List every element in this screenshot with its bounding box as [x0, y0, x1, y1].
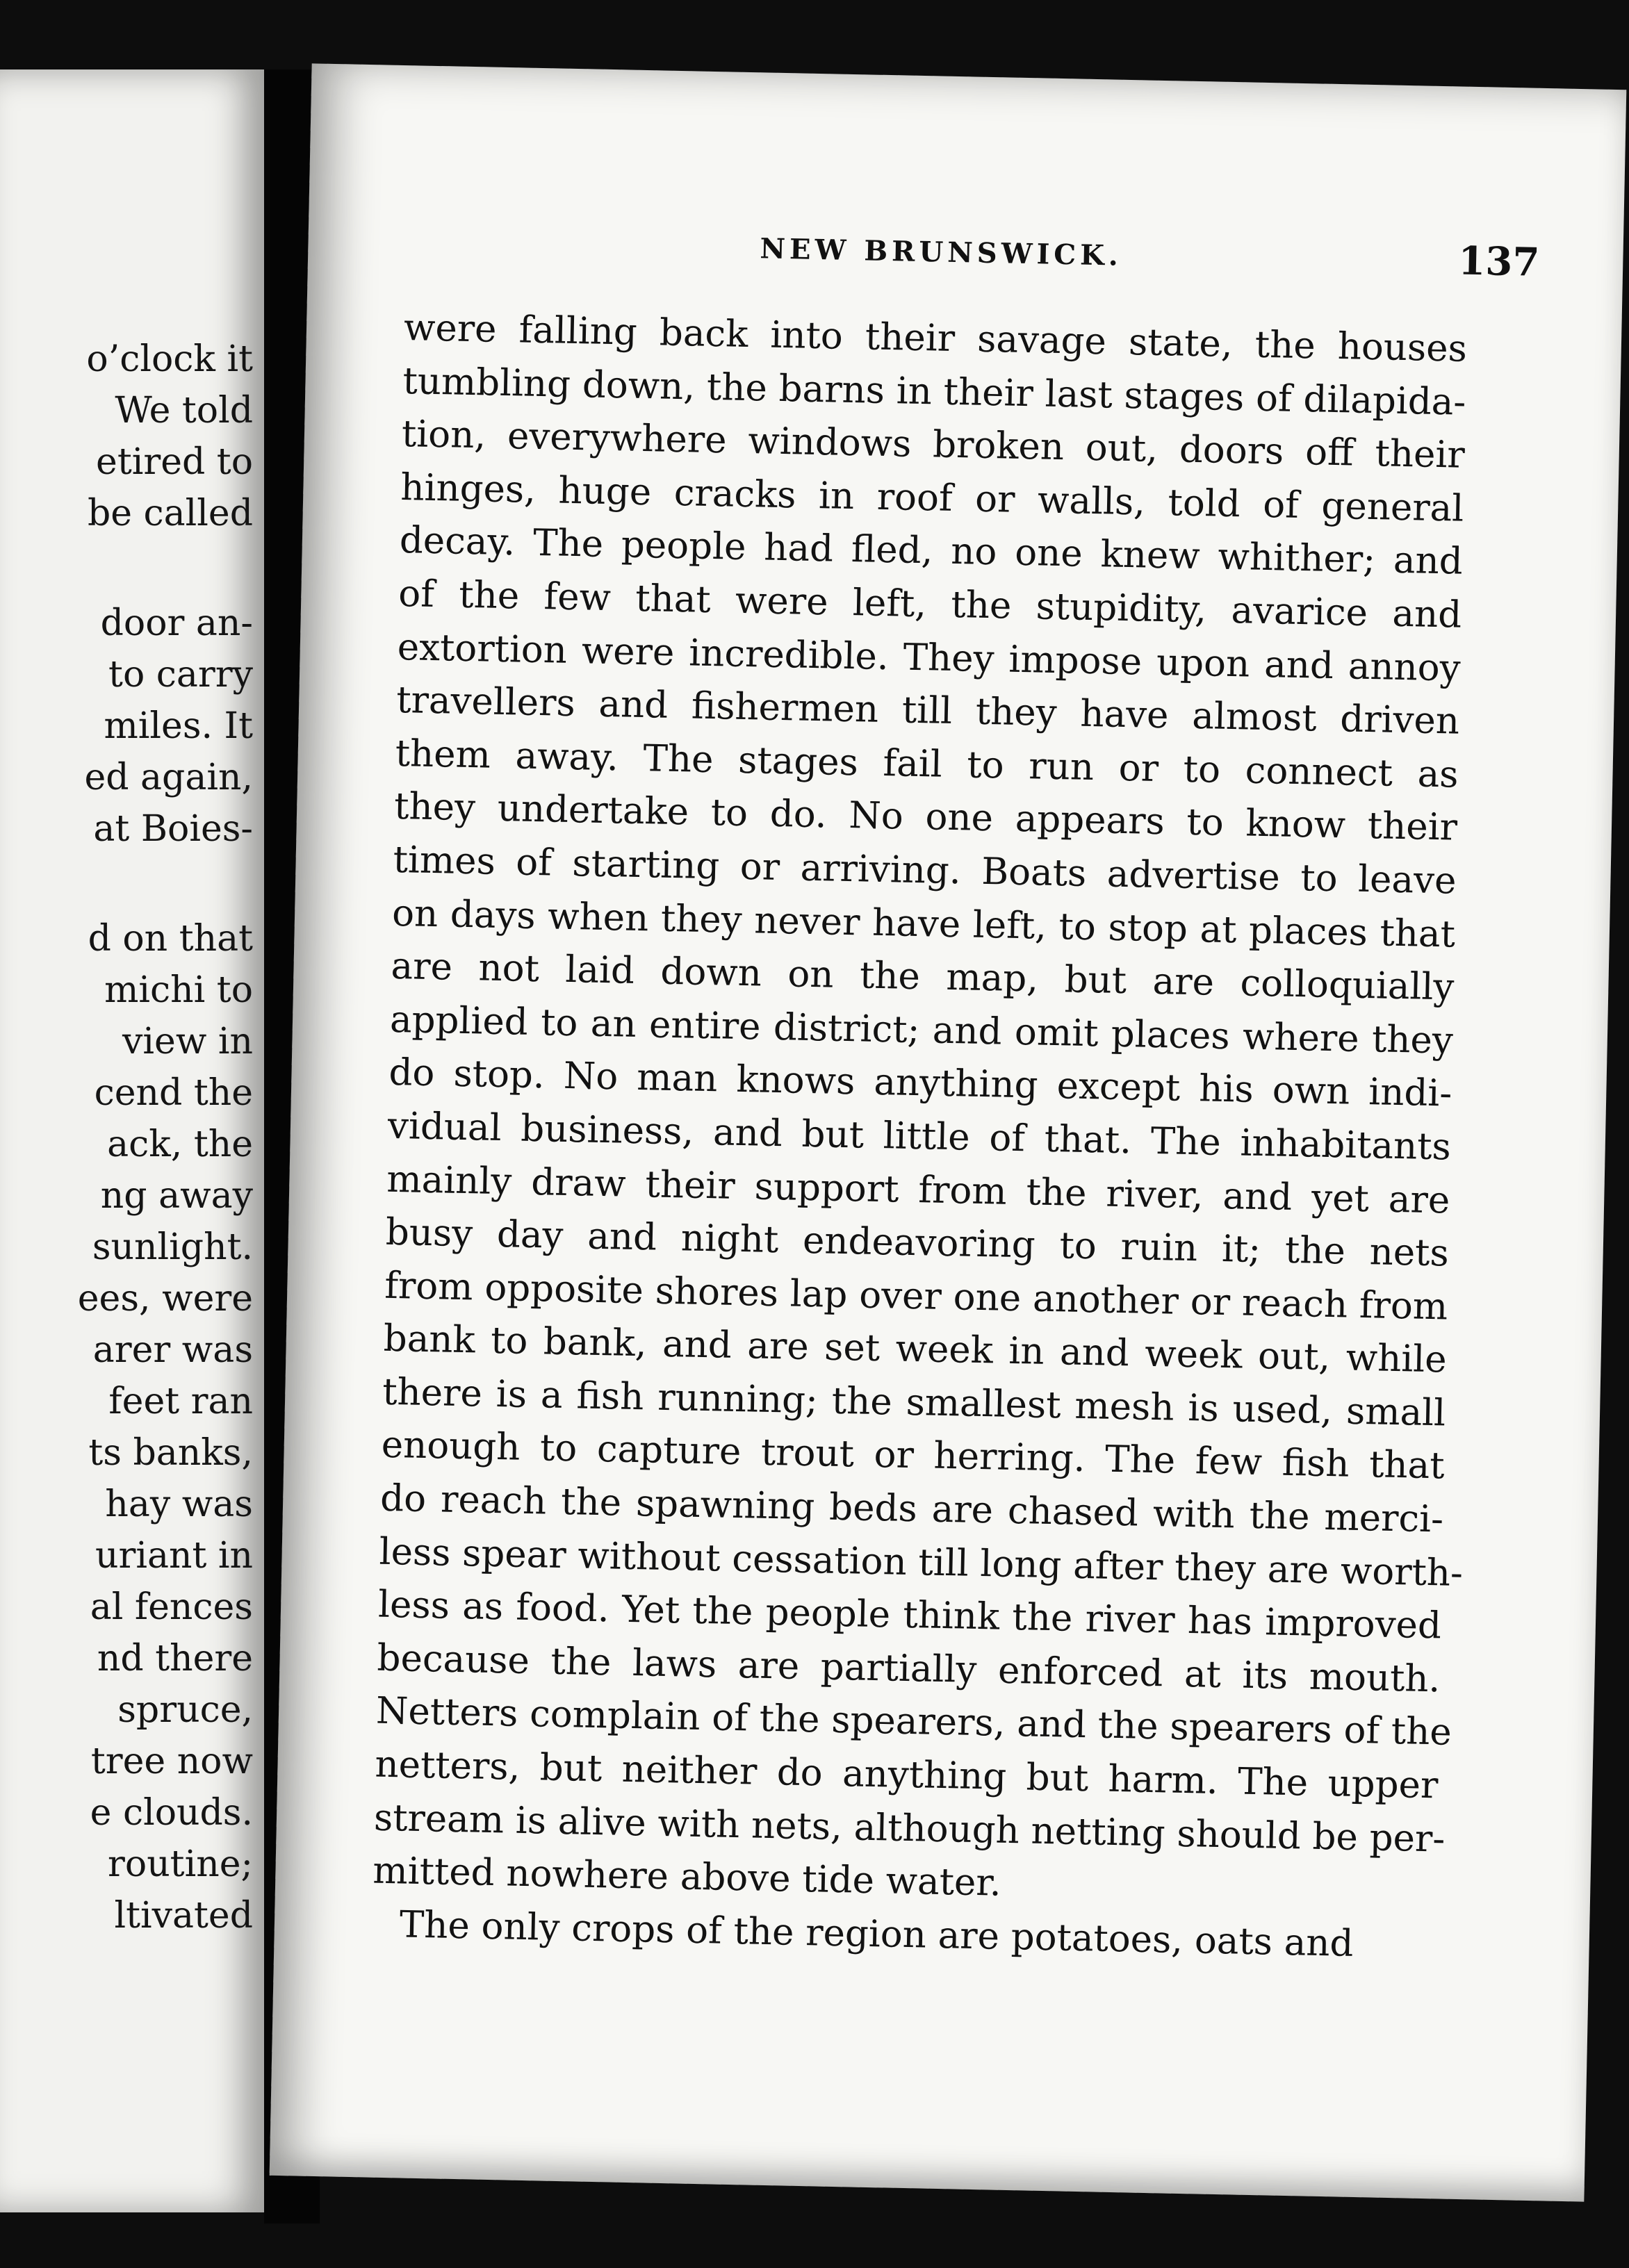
text-line: busy day and night endeavoring to ruin it; the nets: [385, 1210, 1450, 1275]
text-line: view in: [122, 1021, 253, 1062]
text-line: ts banks,: [88, 1432, 253, 1474]
text-line: o’clock it: [86, 338, 253, 380]
text-line: door an-: [100, 602, 253, 644]
text-line: routine;: [108, 1843, 253, 1885]
text-line: arer was: [92, 1329, 253, 1371]
left-page-text: [78, 334, 253, 1941]
text-line: do stop. No man knows anything except his own indi-: [388, 1051, 1452, 1115]
text-line: mitted nowhere above tide water.: [372, 1849, 1002, 1905]
text-line: there is a fish running; the smallest mesh is used, small: [382, 1370, 1446, 1435]
text-line: e clouds.: [90, 1792, 253, 1834]
paragraph-gap: [78, 539, 253, 598]
text-line: from opposite shores lap over one another or reach from: [384, 1264, 1448, 1329]
text-line: them away. The stages fail to run or to connect as: [395, 732, 1459, 796]
text-line: to carry: [108, 654, 253, 696]
text-line: netters, but neither do anything but harm. The upper: [374, 1743, 1439, 1807]
text-line: cend the: [94, 1072, 253, 1114]
text-line: enough to capture trout or herring. The few fish that: [381, 1424, 1446, 1488]
text-line: ees, were: [77, 1278, 253, 1320]
page-body-text: [371, 302, 1467, 1973]
text-line: at Boies-: [93, 808, 253, 850]
text-line: vidual business, and but little of that. The inhabitants: [387, 1104, 1452, 1169]
text-line: feet ran: [108, 1381, 253, 1422]
paragraph-gap: [78, 855, 253, 913]
text-line: times of starting or arriving. Boats advertise to leave: [393, 838, 1457, 903]
text-line: uriant in: [95, 1535, 253, 1577]
text-line: Netters complain of the spearers, and the spearers of the: [375, 1690, 1452, 1755]
text-line: were falling back into their savage state, the houses: [403, 306, 1468, 370]
text-line: tumbling down, the barns in their last stages of dilapida-: [402, 359, 1466, 424]
text-line: extortion were incredible. They impose upon and annoy: [397, 625, 1462, 690]
text-line: sunlight.: [92, 1226, 253, 1268]
text-line: ack, the: [107, 1124, 253, 1165]
text-line: bank to bank, and are set week in and week out, while: [383, 1317, 1448, 1381]
text-line: The only crops of the region are potatoes, oats and: [399, 1903, 1354, 1965]
text-line: We told: [115, 390, 253, 432]
text-line: be called: [87, 493, 253, 534]
page-number: 137: [1457, 238, 1540, 286]
text-line: decay. The people had fled, no one knew whither; and: [399, 519, 1464, 584]
text-line: less spear without cessation till long after they are worth-: [379, 1530, 1464, 1595]
text-line: nd there: [97, 1638, 253, 1679]
text-line: less as food. Yet the people think the river has improved: [377, 1583, 1442, 1647]
text-line: spruce,: [117, 1689, 253, 1731]
text-line: michi to: [104, 969, 253, 1011]
text-line: hinges, huge cracks in roof or walls, told of general: [400, 466, 1464, 530]
text-line: mainly draw their support from the river, and yet are: [386, 1158, 1450, 1222]
text-line: al fences: [90, 1586, 253, 1628]
text-line: travellers and fishermen till they have almost driven: [395, 679, 1460, 743]
text-line: tree now: [90, 1741, 253, 1782]
running-head: NEW BRUNSWICK.: [760, 232, 1123, 272]
text-line: ltivated: [114, 1895, 253, 1937]
text-line: do reach the spawning beds are chased with the merci-: [379, 1477, 1444, 1541]
text-line: tion, everywhere windows broken out, doors off their: [401, 413, 1466, 477]
text-line: hay was: [105, 1484, 253, 1525]
text-line: miles. It: [104, 705, 253, 747]
text-line: ng away: [100, 1175, 253, 1217]
left-page-fragment: [0, 69, 264, 2212]
text-line: of the few that were left, the stupidity, avarice and: [398, 572, 1462, 636]
text-line: applied to an entire district; and omit places where they: [389, 998, 1454, 1062]
text-line: etired to: [96, 441, 253, 483]
right-page: [270, 63, 1627, 2201]
text-line: on days when they never have left, to stop at places that: [391, 891, 1456, 956]
text-line: are not laid down on the map, but are colloquially: [391, 944, 1455, 1009]
text-line: they undertake to do. No one appears to know their: [393, 785, 1458, 849]
text-line: ed again,: [84, 757, 253, 798]
text-line: stream is alive with nets, although netting should be per-: [373, 1796, 1446, 1861]
text-line: because the laws are partially enforced at its mouth.: [377, 1636, 1441, 1701]
text-line: d on that: [88, 918, 253, 960]
